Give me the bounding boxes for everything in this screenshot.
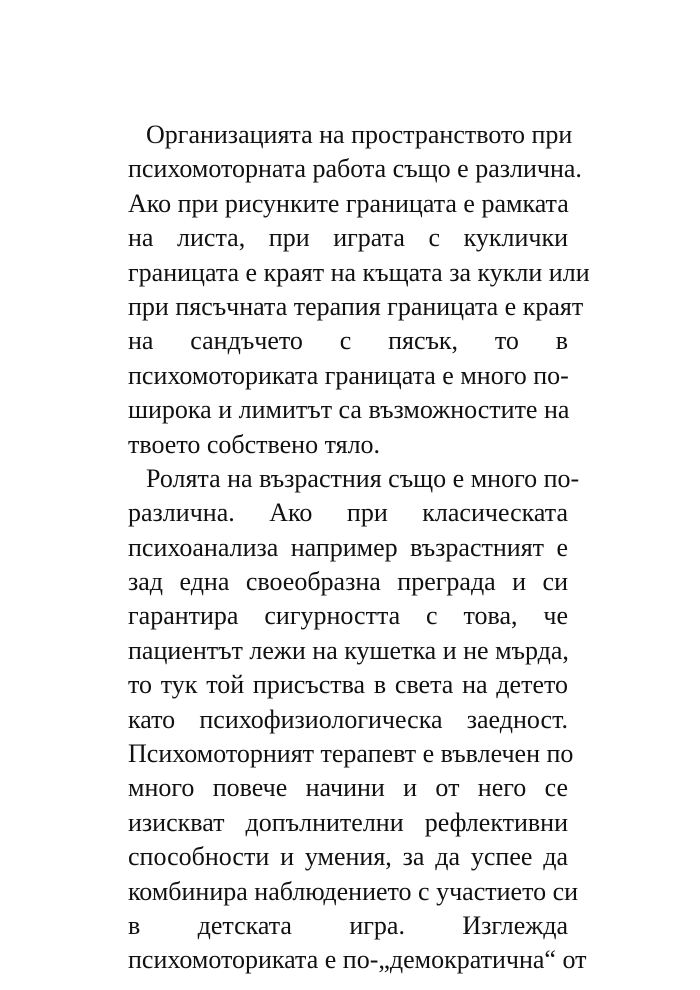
text-line: то тук той присъства в света на детето [128, 670, 568, 700]
text-line: различна. Ако при класическата [128, 498, 568, 528]
text-line: Психомоторният терапевт е въвлечен по [128, 739, 574, 769]
text-line: на сандъчето с пясък, то в [128, 326, 568, 356]
paragraph [128, 118, 590, 462]
text-line: в детската игра. Изглежда [128, 910, 568, 940]
paragraph [128, 462, 587, 978]
text-line: психомоторната работа също е различна. [128, 154, 582, 184]
text-line: изискват допълнителни рефлективни [128, 807, 568, 837]
text-line: твоето собствено тяло. [128, 429, 381, 459]
text-line: пациентът лежи на кушетка и не мърда, [128, 635, 569, 665]
text-line: зад една своеобразна преграда и си [128, 567, 568, 597]
text-line: психомоториката е по-„демократична“ от [128, 945, 587, 975]
text-line: като психофизиологическа заедност. [128, 704, 568, 734]
text-line: способности и умения, за да успее да [128, 842, 568, 872]
text-line: границата е краят на къщата за кукли или [128, 257, 590, 287]
text-line: Организацията на пространството при [146, 120, 573, 149]
text-line: комбинира наблюдението с участието си [128, 876, 579, 906]
text-line: при пясъчната терапия границата е краят [128, 291, 584, 321]
text-line: широка и лимитът са възможностите на [128, 395, 570, 425]
text-line: Ако при рисунките границата е рамката [128, 188, 569, 218]
text-line: психомоториката границата е много по- [128, 360, 569, 390]
body-text [128, 118, 590, 978]
text-line: гарантира сигурността с това, че [128, 601, 568, 631]
text-line: на листа, при играта с куклички [128, 223, 568, 253]
text-line: психоанализа например възрастният е [128, 532, 568, 562]
text-line: Ролята на възрастния също е много по- [146, 463, 580, 493]
text-line: много повече начини и от него се [128, 773, 568, 803]
